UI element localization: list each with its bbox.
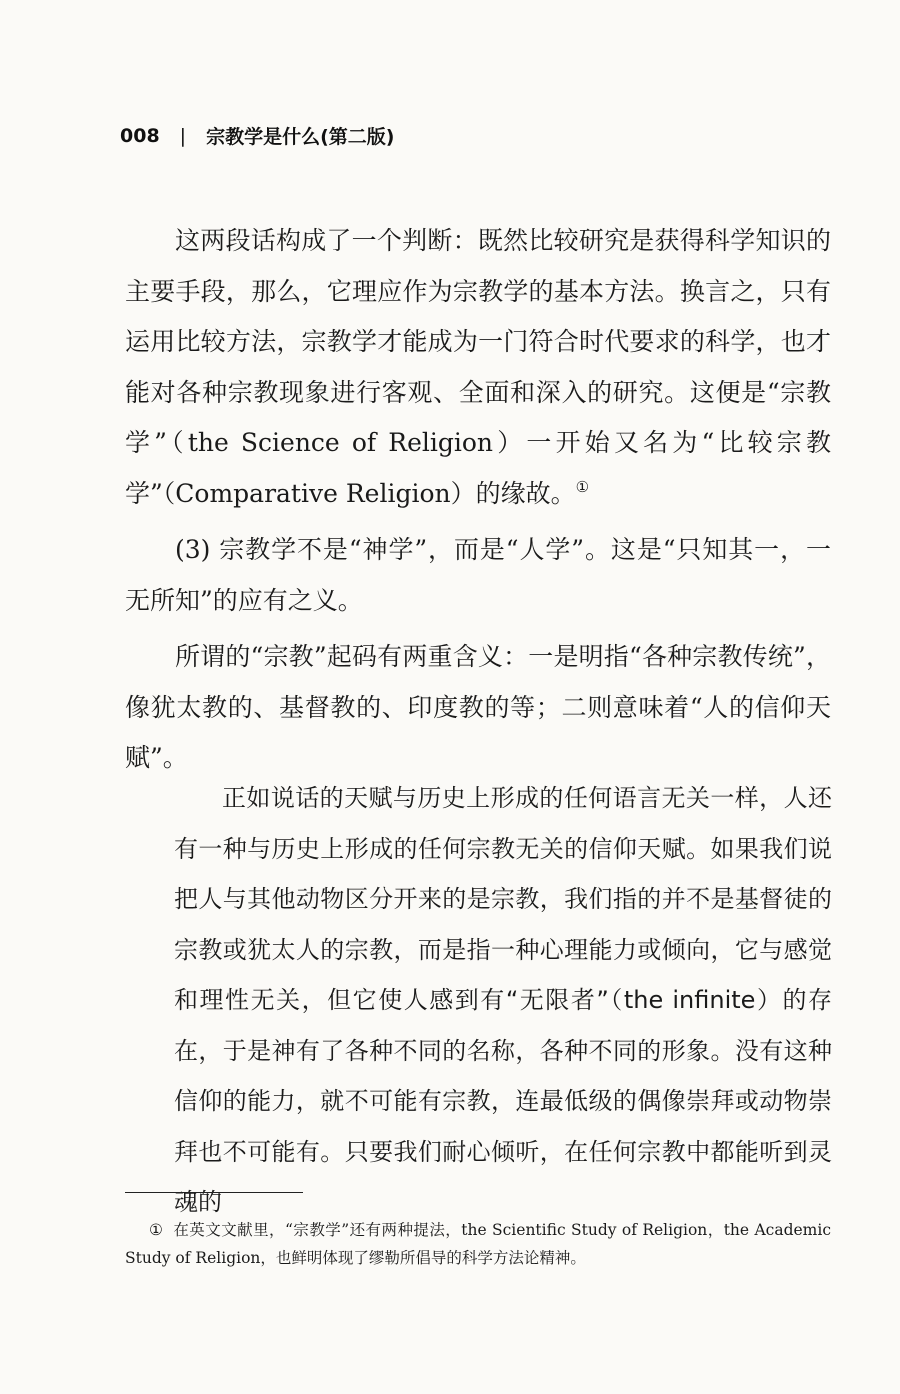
block-quote: [174, 773, 832, 1228]
footnote-mark: ①: [149, 1221, 164, 1239]
footnote-text: 在英文文献里，“宗教学”还有两种提法，the Scientific Study of Religion，the Academic Study of Religion，也鲜明体现了缪勒所倡导的科学方法论精神。: [125, 1221, 831, 1267]
quote-text: 正如说话的天赋与历史上形成的任何语言无关一样，人还有一种与历史上形成的任何宗教无关的信仰天赋。如果我们说把人与其他动物区分开来的是宗教，我们指的并不是基督徒的宗教或犹太人的宗教，而是指一种心理能力或倾向，它与感觉和理性无关，但它使人感到有“无限者”（the infinite）的存在，于是神有了各种不同的名称，各种不同的形象。没有这种信仰的能力，就不可能有宗教，连最低级的偶像崇拜或动物崇拜也不可能有。只要我们耐心倾听，在任何宗教中都能听到灵魂的: [174, 784, 832, 1216]
paragraph-2: (3) 宗教学不是“神学”，而是“人学”。这是“只知其一，一无所知”的应有之义。: [125, 535, 831, 615]
book-title: 宗教学是什么(第二版): [206, 126, 395, 148]
footnote: [125, 1216, 831, 1272]
running-header: [120, 122, 394, 149]
paragraph-1: [125, 216, 831, 519]
paragraph-1-text: 这两段话构成了一个判断：既然比较研究是获得科学知识的主要手段，那么，它理应作为宗教学的基本方法。换言之，只有运用比较方法，宗教学才能成为一门符合时代要求的科学，也才能对各种宗教现象进行客观、全面和深入的研究。这便是“宗教学”（the Science of Religion）一开始又名为“比较宗教学”（Comparative Religion）的缘故。: [125, 226, 831, 508]
main-text: [125, 216, 831, 790]
footnote-reference: ①: [575, 477, 590, 496]
page-number: 008: [120, 124, 160, 147]
paragraph-3: 所谓的“宗教”起码有两重含义：一是明指“各种宗教传统”，像犹太教的、基督教的、印度教的等；二则意味着“人的信仰天赋”。: [125, 642, 831, 772]
footnote-divider: [125, 1192, 303, 1193]
header-separator: |: [179, 124, 187, 147]
